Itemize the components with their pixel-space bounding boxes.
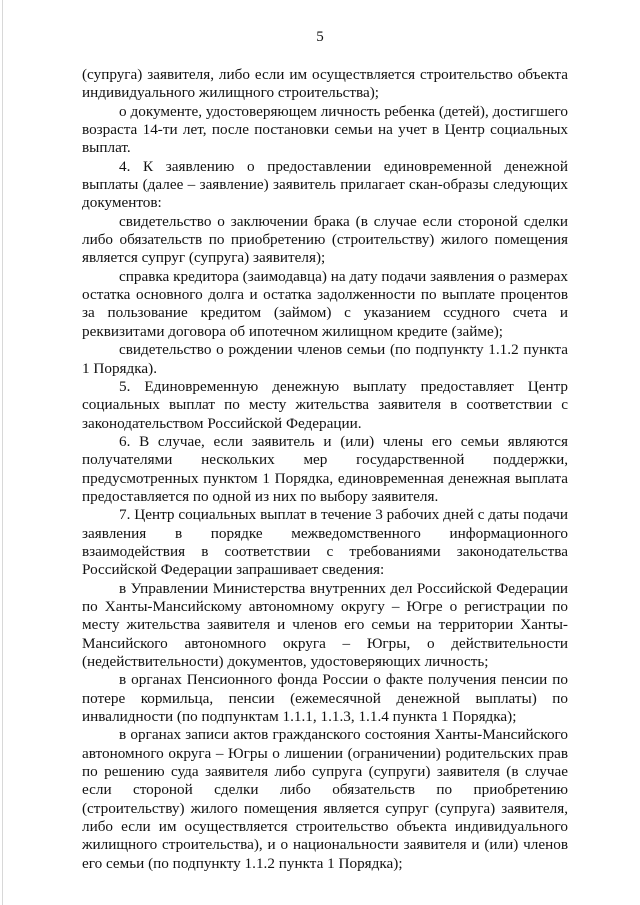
page-number: 5 [316,29,324,45]
paragraph-marriage-certificate: свидетельство о заключении брака (в случае если стороной сделки либо обязательств по приобретению (строительству) жилого помещения является супруг (супруга) заявителя); [82,212,568,267]
paragraph-interior-ministry: в Управлении Министерства внутренних дел Российской Федерации по Ханты-Мансийскому автономному округу – Югре о регистрации по месту жительства заявителя и членов его семьи на территории Ханты-Мансийского автономного округа – Югры, о действительности (недействительности) документов, удостоверяющих личность; [82,579,568,670]
paragraph-item-6: 6. В случае, если заявитель и (или) члены его семьи являются получателями нескольких мер государственной поддержки, предусмотренных пунктом 1 Порядка, единовременная денежная выплата предоставляется по одной из них по выбору заявителя. [82,432,568,505]
paragraph-continuation: (супруга) заявителя, либо если им осуществляется строительство объекта индивидуального жилищного строительства); [82,66,568,102]
paragraph-civil-registry: в органах записи актов гражданского состояния Ханты-Мансийского автономного округа – Югры о лишении (ограничении) родительских прав по решению суда заявителя либо супруга (супруги) заявителя (в случае если стороной сделки либо обязательств по приобретению (строительству) жилого помещения является супруг (супруга) заявителя, либо если им осуществляется строительство объекта индивидуального жилищного строительства), и о национальности заявителя и (или) членов его семьи (по подпункту 1.1.2 пункта 1 Порядка); [82,726,568,872]
document-body [82,66,568,873]
paragraph-item-7: 7. Центр социальных выплат в течение 3 рабочих дней с даты подачи заявления в порядке межведомственного информационного взаимодействия в соответствии с требованиями законодательства Российской Федерации запрашивает сведения: [82,506,568,579]
paragraph-birth-certificate: свидетельство о рождении членов семьи (по подпункту 1.1.2 пункта 1 Порядка). [82,341,568,377]
paragraph-child-identity-document: о документе, удостоверяющем личность ребенка (детей), достигшего возраста 14-ти лет, после постановки семьи на учет в Центр социальных выплат. [82,102,568,157]
paragraph-creditor-certificate: справка кредитора (заимодавца) на дату подачи заявления о размерах остатка основного долга и остатка задолженности по выплате процентов за пользование кредитом (займом) с указанием ссудного счета и реквизитами договора об ипотечном жилищном кредите (займе); [82,267,568,340]
paragraph-pension-fund: в органах Пенсионного фонда России о факте получения пенсии по потере кормильца, пенсии (ежемесячной денежной выплаты) по инвалидности (по подпунктам 1.1.1, 1.1.3, 1.1.4 пункта 1 Порядка); [82,671,568,726]
paragraph-item-4: 4. К заявлению о предоставлении единовременной денежной выплаты (далее – заявление) заявитель прилагает скан-образы следующих документов: [82,157,568,212]
scan-edge-line [2,0,3,905]
paragraph-item-5: 5. Единовременную денежную выплату предоставляет Центр социальных выплат по месту жительства заявителя в соответствии с законодательством Российской Федерации. [82,377,568,432]
